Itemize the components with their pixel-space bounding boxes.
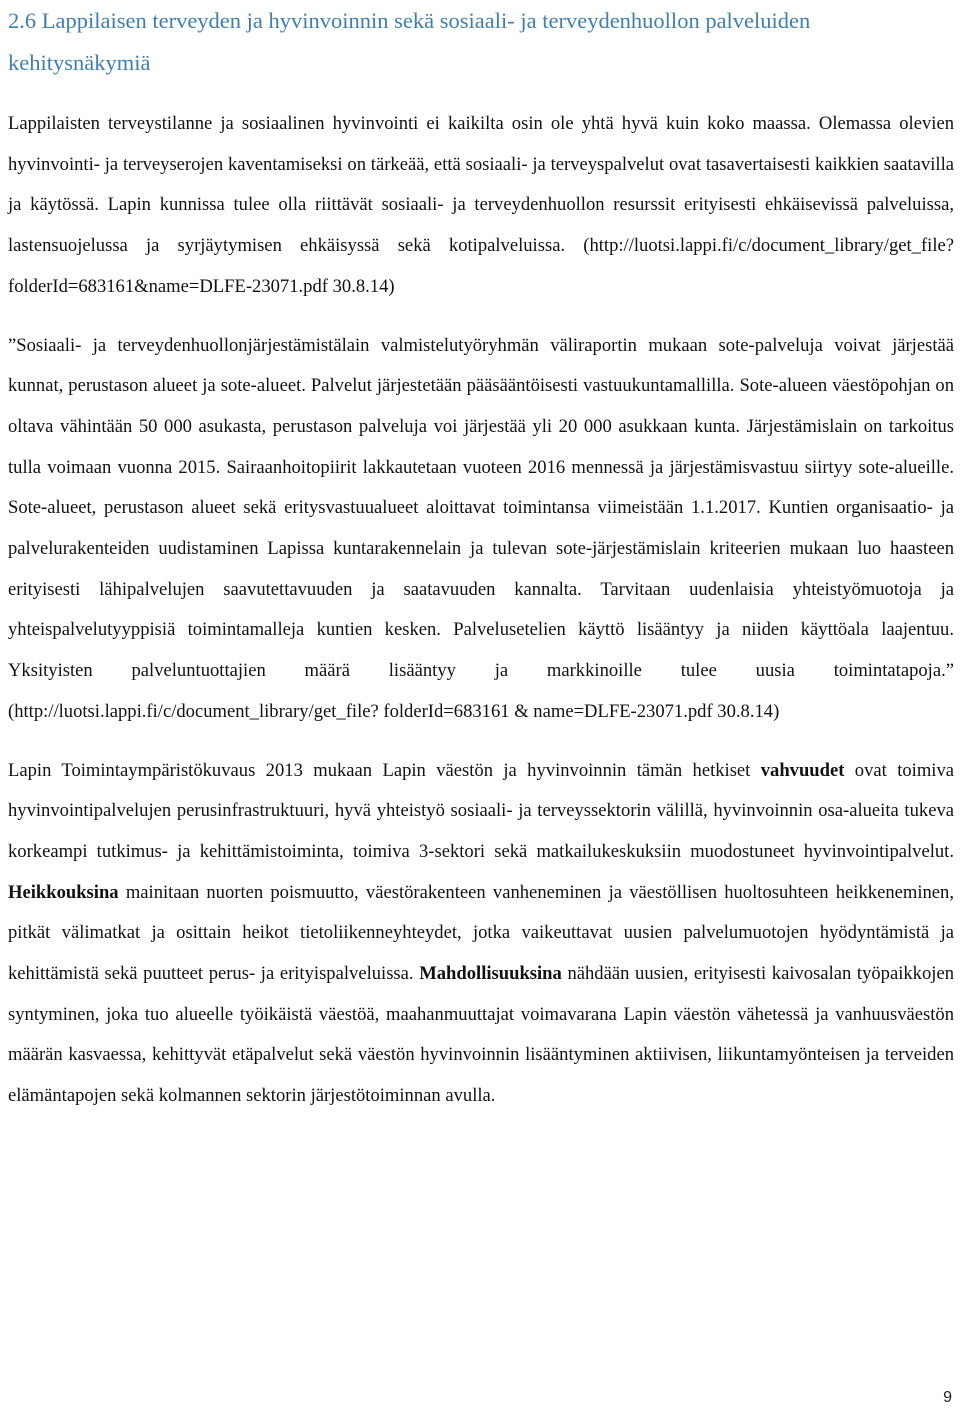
section-heading: 2.6 Lappilaisen terveyden ja hyvinvoinnin sekä sosiaali- ja terveydenhuollon palveluiden kehitysnäkymiä (8, 8, 811, 75)
text-segment: mainitaan nuorten poismuutto, väestörakenteen vanheneminen ja väestöllisen huoltosuhteen heikkeneminen, pitkät välimatkat ja osittain heikot tietoliikenneyhteydet, jotka vaikeuttavat uusien palvelumuotojen hyödyntämistä ja kehittämistä sekä puutteet perus- ja erityispalveluissa. (8, 881, 954, 985)
page-number: 9 (943, 1389, 952, 1406)
weaknesses-term: Heikkouksina (8, 881, 119, 903)
strengths-term: vahvuudet (760, 759, 845, 781)
opportunities-term: Mahdollisuuksina (419, 963, 562, 985)
text-segment: nähdään uusien, erityisesti kaivosalan työpaikkojen syntyminen, joka tuo alueelle työikäistä väestöä, maahanmuuttajat voimavarana Lapin väestön vähetessä ja vanhuusväestön määrän kasvaessa, kehittyvät etäpalvelut sekä väestön hyvinvoinnin lisääntyminen aktiivisen, liikuntamyönteisen ja terveiden elämäntapojen sekä kolmannen sektorin järjestötoiminnan avulla. (8, 963, 954, 1107)
document-page (8, 0, 954, 1117)
text-segment: ovat toimiva hyvinvointipalvelujen perusinfrastruktuuri, hyvä yhteistyö sosiaali- ja terveyssektorin välillä, hyvinvoinnin osa-alueita tukeva korkeampi tutkimus- ja kehittämistoiminta, toimiva 3-sektori sekä matkailukeskuksiin muodostuneet hyvinvointipalvelut. (8, 759, 954, 862)
paragraph-sote-quote: ”Sosiaali- ja terveydenhuollonjärjestämistälain valmistelutyöryhmän väliraportin mukaan sote-palveluja voivat järjestää kunnat, perustason alueet ja sote-alueet. Palvelut järjestetään pääsääntöisesti vastuukuntamallilla. Sote-alueen väestöpohjan on oltava vähintään 50 000 asukasta, perustason palveluja voi järjestää yli 20 000 asukkaan kunta. Järjestämislain on tarkoitus tulla voimaan vuonna 2015. Sairaanhoitopiirit lakkautetaan vuoteen 2016 mennessä ja järjestämisvastuu siirtyy sote-alueille. Sote-alueet, perustason alueet sekä eritysvastuualueet aloittavat toimintansa viimeistään 1.1.2017. Kuntien organisaatio- ja palvelurakenteiden uudistaminen Lapissa kuntarakennelain ja tulevan sote-järjestämislain kriteerien mukaan luo haasteen erityisesti lähipalvelujen saavutettavuuden ja saatavuuden kannalta. Tarvitaan uudenlaisia yhteistyömuotoja ja yhteispalvelutyyppisiä toimintamalleja kuntien kesken. Palvelusetelien käyttö lisääntyy ja niiden käyttöala laajentuu. Yksityisten palveluntuottajien määrä lisääntyy ja markkinoille tulee uusia toimintatapoja.” (http://luotsi.lappi.fi/c/document_library/get_file? folderId=683161 & name=DLFE-23071.pdf 30.8.14) (8, 334, 954, 722)
text-segment: Lapin Toimintaympäristökuvaus 2013 mukaan Lapin väestön ja hyvinvoinnin tämän hetkiset (8, 759, 761, 781)
paragraph-environment-analysis (8, 751, 954, 1117)
paragraph-health-status: Lappilaisten terveystilanne ja sosiaalinen hyvinvointi ei kaikilta osin ole yhtä hyvä kuin koko maassa. Olemassa olevien hyvinvointi- ja terveyserojen kaventamiseksi on tärkeää, että sosiaali- ja terveyspalvelut ovat tasavertaisesti kaikkien saatavilla ja käytössä. Lapin kunnissa tulee olla riittävät sosiaali- ja terveydenhuollon resurssit erityisesti ehkäisevissä palveluissa, lastensuojelussa ja syrjäytymisen ehkäisyssä sekä kotipalveluissa. (http://luotsi.lappi.fi/c/document_library/get_file? folderId=683161&name=DLFE-23071.pdf 30.8.14) (8, 113, 954, 297)
